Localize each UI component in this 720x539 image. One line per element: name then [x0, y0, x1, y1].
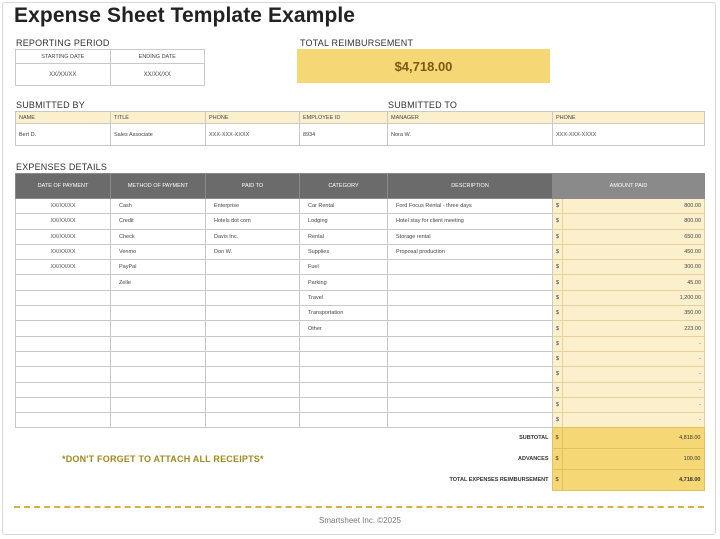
category-cell[interactable]: Fuel — [300, 260, 388, 275]
total-expenses-value: 4,718.00 — [562, 470, 704, 491]
date-cell[interactable] — [16, 397, 111, 412]
method-cell[interactable]: PayPal — [111, 260, 206, 275]
date-of-payment-header: DATE OF PAYMENT — [16, 174, 111, 199]
paid-to-cell[interactable] — [206, 260, 300, 275]
advances-value[interactable]: 100.00 — [562, 449, 704, 470]
paid-to-header: PAID TO — [206, 174, 300, 199]
currency-cell[interactable]: $ — [553, 306, 563, 321]
paid-to-cell[interactable] — [206, 321, 300, 336]
amount-cell[interactable]: 223.00 — [563, 321, 705, 336]
paid-to-cell[interactable] — [206, 290, 300, 305]
total-expenses-label: TOTAL EXPENSES REIMBURSEMENT — [449, 477, 549, 483]
phone-value[interactable]: XXX-XXX-XXXX — [206, 124, 300, 146]
category-cell[interactable]: Lodging — [300, 214, 388, 229]
date-cell[interactable] — [16, 413, 111, 428]
method-cell[interactable]: Venmo — [111, 244, 206, 259]
expenses-table — [15, 173, 705, 428]
amount-cell[interactable]: 450.00 — [563, 244, 705, 259]
description-cell[interactable] — [388, 306, 553, 321]
footer-divider — [14, 506, 704, 508]
description-cell[interactable] — [388, 290, 553, 305]
summary-table — [387, 427, 705, 491]
method-cell[interactable] — [111, 351, 206, 366]
title-header: TITLE — [111, 112, 206, 124]
starting-date-value[interactable]: XX/XX/XX — [16, 64, 111, 86]
paid-to-cell[interactable] — [206, 336, 300, 351]
amount-cell[interactable]: 1,200.00 — [563, 290, 705, 305]
expense-row — [16, 214, 705, 229]
advances-currency: $ — [552, 449, 562, 470]
method-cell[interactable] — [111, 413, 206, 428]
date-cell[interactable]: XX/XX/XX — [16, 229, 111, 244]
paid-to-cell[interactable] — [206, 397, 300, 412]
expense-row — [16, 382, 705, 397]
subtotal-label: SUBTOTAL — [519, 435, 549, 441]
date-cell[interactable]: XX/XX/XX — [16, 199, 111, 214]
reporting-period-table — [15, 49, 205, 86]
paid-to-cell[interactable] — [206, 275, 300, 290]
starting-date-header: STARTING DATE — [16, 50, 111, 64]
method-cell[interactable] — [111, 321, 206, 336]
date-cell[interactable]: XX/XX/XX — [16, 244, 111, 259]
description-cell[interactable] — [388, 321, 553, 336]
amount-cell[interactable]: 350.00 — [563, 306, 705, 321]
expense-row — [16, 367, 705, 382]
currency-cell[interactable]: $ — [553, 275, 563, 290]
submitted-table — [15, 111, 705, 146]
expense-row — [16, 199, 705, 214]
category-header: CATEGORY — [300, 174, 388, 199]
amount-cell[interactable]: 800.00 — [563, 199, 705, 214]
expense-row — [16, 290, 705, 305]
currency-cell[interactable]: $ — [553, 229, 563, 244]
method-cell[interactable]: Credit — [111, 214, 206, 229]
date-cell[interactable]: XX/XX/XX — [16, 214, 111, 229]
expense-row — [16, 397, 705, 412]
manager-header: MANAGER — [388, 112, 553, 124]
description-cell[interactable]: Storage rental — [388, 229, 553, 244]
currency-cell[interactable]: $ — [553, 413, 563, 428]
paid-to-cell[interactable]: Enterprise — [206, 199, 300, 214]
amount-cell[interactable]: - — [563, 367, 705, 382]
currency-cell[interactable]: $ — [553, 382, 563, 397]
description-cell[interactable]: Hotel stay for client meeting — [388, 214, 553, 229]
employee-id-value[interactable]: 8934 — [300, 124, 388, 146]
footer-text: Smartsheet Inc. ©2025 — [319, 516, 401, 525]
expenses-details-label: EXPENSES DETAILS — [16, 162, 108, 172]
method-cell[interactable] — [111, 382, 206, 397]
paid-to-cell[interactable]: Davis Inc. — [206, 229, 300, 244]
currency-cell[interactable]: $ — [553, 199, 563, 214]
method-cell[interactable] — [111, 397, 206, 412]
ending-date-header: ENDING DATE — [110, 50, 205, 64]
currency-cell[interactable]: $ — [553, 321, 563, 336]
category-cell[interactable]: Car Rental — [300, 199, 388, 214]
date-cell[interactable] — [16, 275, 111, 290]
category-cell[interactable]: Transportation — [300, 306, 388, 321]
amount-cell[interactable]: 800.00 — [563, 214, 705, 229]
description-cell[interactable] — [388, 382, 553, 397]
description-cell[interactable] — [388, 351, 553, 366]
currency-cell[interactable]: $ — [553, 214, 563, 229]
amount-cell[interactable]: - — [563, 351, 705, 366]
paid-to-cell[interactable] — [206, 413, 300, 428]
paid-to-cell[interactable] — [206, 351, 300, 366]
description-cell[interactable] — [388, 275, 553, 290]
expense-row — [16, 229, 705, 244]
date-cell[interactable] — [16, 306, 111, 321]
date-cell[interactable] — [16, 336, 111, 351]
currency-cell[interactable]: $ — [553, 351, 563, 366]
manager-phone-header: PHONE — [553, 112, 705, 124]
currency-cell[interactable]: $ — [553, 244, 563, 259]
category-cell[interactable] — [300, 382, 388, 397]
method-cell[interactable] — [111, 306, 206, 321]
amount-cell[interactable]: 45.00 — [563, 275, 705, 290]
expense-row — [16, 413, 705, 428]
method-cell[interactable] — [111, 290, 206, 305]
paid-to-cell[interactable]: Don W. — [206, 244, 300, 259]
description-cell[interactable]: Ford Focus Rental - three days — [388, 199, 553, 214]
amount-cell[interactable]: 650.00 — [563, 229, 705, 244]
paid-to-cell[interactable] — [206, 367, 300, 382]
date-cell[interactable] — [16, 351, 111, 366]
submitted-to-label: SUBMITTED TO — [388, 100, 458, 110]
manager-phone-value[interactable]: XXX-XXX-XXXX — [553, 124, 705, 146]
date-cell[interactable] — [16, 321, 111, 336]
expense-row — [16, 336, 705, 351]
paid-to-cell[interactable] — [206, 306, 300, 321]
method-cell[interactable] — [111, 367, 206, 382]
date-cell[interactable] — [16, 367, 111, 382]
date-cell[interactable] — [16, 382, 111, 397]
page-title: Expense Sheet Template Example — [14, 4, 356, 27]
expense-row — [16, 351, 705, 366]
receipts-note: *DON'T FORGET TO ATTACH ALL RECEIPTS* — [62, 454, 264, 464]
expense-row — [16, 306, 705, 321]
amount-paid-header: AMOUNT PAID — [553, 174, 705, 199]
total-currency: $ — [552, 470, 562, 491]
manager-value[interactable]: Nora W. — [388, 124, 553, 146]
title-value[interactable]: Sales Associate — [111, 124, 206, 146]
method-of-payment-header: METHOD OF PAYMENT — [111, 174, 206, 199]
amount-cell[interactable]: - — [563, 382, 705, 397]
expense-row — [16, 244, 705, 259]
employee-id-header: EMPLOYEE ID — [300, 112, 388, 124]
name-value[interactable]: Bert D. — [16, 124, 111, 146]
expense-row — [16, 321, 705, 336]
amount-cell[interactable]: - — [563, 397, 705, 412]
description-cell[interactable] — [388, 260, 553, 275]
description-cell[interactable] — [388, 413, 553, 428]
subtotal-value: 4,818.00 — [562, 428, 704, 449]
description-cell[interactable] — [388, 336, 553, 351]
total-reimbursement-label: TOTAL REIMBURSEMENT — [300, 38, 414, 48]
total-row — [387, 470, 704, 491]
ending-date-value[interactable]: XX/XX/XX — [110, 64, 205, 86]
reporting-period-label: REPORTING PERIOD — [16, 38, 110, 48]
category-cell[interactable]: Rental — [300, 229, 388, 244]
category-cell[interactable] — [300, 367, 388, 382]
expense-row — [16, 260, 705, 275]
currency-cell[interactable]: $ — [553, 397, 563, 412]
method-cell[interactable] — [111, 336, 206, 351]
method-cell[interactable]: Check — [111, 229, 206, 244]
description-header: DESCRIPTION — [388, 174, 553, 199]
currency-cell[interactable]: $ — [553, 336, 563, 351]
date-cell[interactable]: XX/XX/XX — [16, 260, 111, 275]
category-cell[interactable] — [300, 397, 388, 412]
amount-cell[interactable]: - — [563, 336, 705, 351]
amount-cell[interactable]: - — [563, 413, 705, 428]
total-reimbursement-value: $4,718.00 — [297, 49, 550, 83]
advances-label: ADVANCES — [518, 456, 549, 462]
description-cell[interactable] — [388, 397, 553, 412]
category-cell[interactable]: Other — [300, 321, 388, 336]
category-cell[interactable] — [300, 336, 388, 351]
subtotal-currency: $ — [552, 428, 562, 449]
category-cell[interactable]: Travel — [300, 290, 388, 305]
currency-cell[interactable]: $ — [553, 367, 563, 382]
category-cell[interactable]: Supplies — [300, 244, 388, 259]
phone-header: PHONE — [206, 112, 300, 124]
date-cell[interactable] — [16, 290, 111, 305]
description-cell[interactable] — [388, 367, 553, 382]
currency-cell[interactable]: $ — [553, 290, 563, 305]
category-cell[interactable] — [300, 351, 388, 366]
category-cell[interactable] — [300, 413, 388, 428]
expense-row — [16, 275, 705, 290]
category-cell[interactable]: Parking — [300, 275, 388, 290]
paid-to-cell[interactable] — [206, 382, 300, 397]
currency-cell[interactable]: $ — [553, 260, 563, 275]
advances-row — [387, 449, 704, 470]
name-header: NAME — [16, 112, 111, 124]
description-cell[interactable]: Proposal production — [388, 244, 553, 259]
submitted-by-label: SUBMITTED BY — [16, 100, 85, 110]
method-cell[interactable]: Cash — [111, 199, 206, 214]
amount-cell[interactable]: 300.00 — [563, 260, 705, 275]
method-cell[interactable]: Zelle — [111, 275, 206, 290]
subtotal-row — [387, 428, 704, 449]
paid-to-cell[interactable]: Hotels dot com — [206, 214, 300, 229]
